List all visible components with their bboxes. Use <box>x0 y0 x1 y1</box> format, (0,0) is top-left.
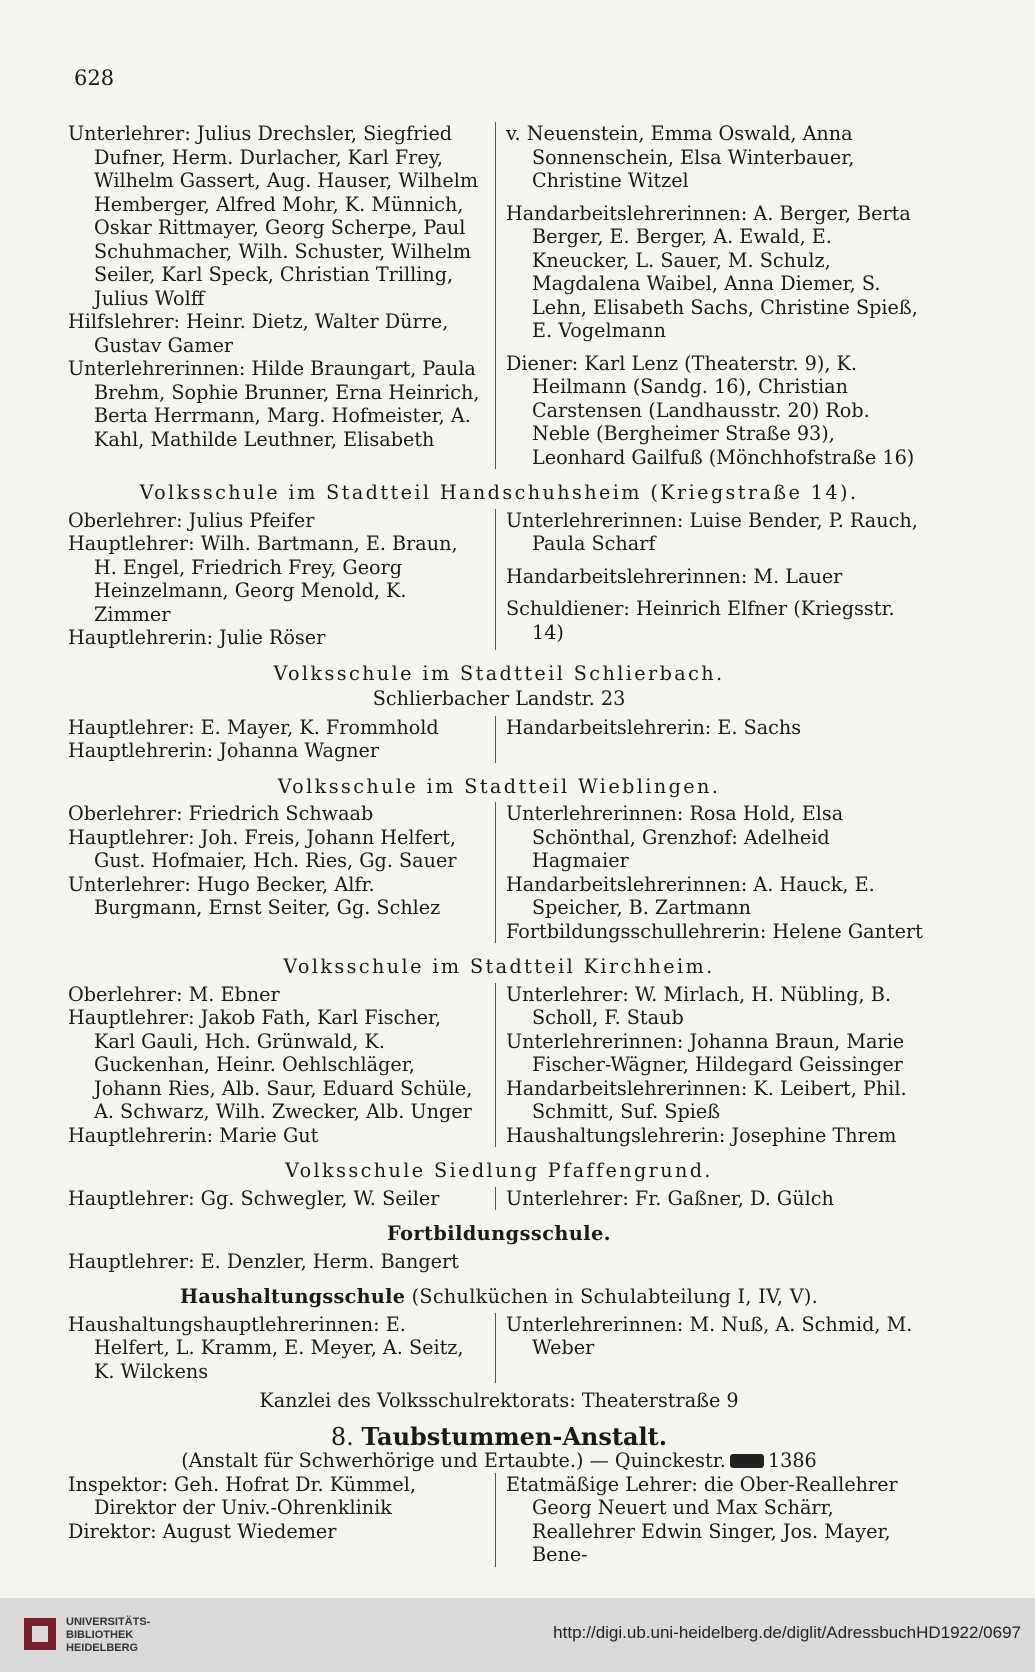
entry-hauptlehrer: Hauptlehrer: Wilh. Bartmann, E. Braun, H. Engel, Friedrich Frey, Georg Heinzelmann, Georg Menold, K. Zimmer <box>68 532 458 626</box>
entry-diener: Diener: Karl Lenz (Theaterstr. 9), K. Heilmann (Sandg. 16), Christian Carstensen (Landhausstr. 20) Rob. Neble (Bergheimer Straße 93), Leonhard Gailfuß (Mönchhofstraße 16) <box>506 351 915 469</box>
page-number: 628 <box>74 66 115 90</box>
heading-handschuhsheim: Volksschule im Stadtteil Handschuhsheim (Kriegstraße 14). <box>139 481 859 504</box>
source-url-link[interactable]: http://digi.ub.uni-heidelberg.de/diglit/AdressbuchHD1922/0697 <box>553 1623 1021 1642</box>
library-logo-icon <box>24 1618 56 1650</box>
kirchheim-right-column <box>496 983 930 1148</box>
entry-unterlehrer: Unterlehrer: W. Mirlach, H. Nübling, B. Scholl, F. Staub <box>506 982 891 1029</box>
entry-handarbeitslehrerinnen: Handarbeitslehrerinnen: A. Berger, Berta Berger, E. Berger, A. Ewald, E. Kneucker, L. Sauer, M. Schulz, Magdalena Waibel, Anna Diemer, S. Lehn, Elisabeth Sachs, Christine Spieß, E. Vogelmann <box>506 201 918 342</box>
handschuhsheim-left-column <box>68 509 496 650</box>
heading-taubstummen <box>68 1421 930 1451</box>
entry-hauptlehrer: Hauptlehrer: Joh. Freis, Johann Helfert, Gust. Hofmaier, Hch. Ries, Gg. Sauer <box>68 825 457 872</box>
page-content <box>68 122 930 1567</box>
entry-handarbeitslehrerin: Handarbeitslehrerin: E. Sachs <box>506 715 802 739</box>
heading-fortbildungsschule: Fortbildungsschule. <box>387 1222 611 1245</box>
taubstummen-subtitle <box>68 1449 930 1473</box>
heading-pfaffengrund: Volksschule Siedlung Pfaffengrund. <box>285 1159 713 1182</box>
wieblingen-right-column <box>496 802 930 943</box>
entry-handarbeitslehrerinnen: Handarbeitslehrerinnen: K. Leibert, Phil. Schmitt, Suf. Spieß <box>506 1076 907 1123</box>
pfaffengrund-right-column <box>496 1187 930 1211</box>
entry-hauptlehrerin: Hauptlehrerin: Johanna Wagner <box>68 739 380 762</box>
entry-haushaltungslehrerin: Haushaltungslehrerin: Josephine Threm <box>506 1123 897 1147</box>
block1-left-column <box>68 122 496 469</box>
kirchheim-columns <box>68 983 930 1148</box>
entry-hilfslehrer: Hilfslehrer: Heinr. Dietz, Walter Dürre, Gustav Gamer <box>68 310 449 357</box>
haushaltung-right-column <box>496 1313 930 1384</box>
block1-columns <box>68 122 930 469</box>
entry-unterlehrerinnen: Unterlehrerinnen: Hilde Braungart, Paula Brehm, Sophie Brunner, Erna Heinrich, Berta Herrmann, Marg. Hofmeister, A. Kahl, Mathilde Leuthner, Elisabeth <box>68 357 480 451</box>
section-number: 8. <box>330 1422 354 1451</box>
entry-haushaltungshauptlehrerinnen: Haushaltungshauptlehrerinnen: E. Helfert, L. Kramm, E. Meyer, A. Seitz, K. Wilckens <box>68 1312 464 1383</box>
library-name-line: UNIVERSITÄTS- <box>66 1616 151 1628</box>
entry-unterlehrerinnen-cont: v. Neuenstein, Emma Oswald, Anna Sonnenschein, Elsa Winterbauer, Christine Witzel <box>506 122 855 192</box>
entry-hauptlehrerin: Hauptlehrerin: Marie Gut <box>68 1123 319 1147</box>
entry-oberlehrer: Oberlehrer: Friedrich Schwaab <box>68 802 374 825</box>
phone-number: 1386 <box>767 1449 817 1472</box>
heading-schlierbach: Volksschule im Stadtteil Schlierbach. <box>273 661 725 685</box>
subtitle-text: (Anstalt für Schwerhörige und Ertaubte.) — Quinckestr. <box>181 1449 726 1472</box>
kanzlei-line: Kanzlei des Volksschulrektorats: Theaterstraße 9 <box>259 1389 739 1412</box>
entry-etatmaessige-lehrer: Etatmäßige Lehrer: die Ober-Reallehrer Georg Neuert und Max Schärr, Reallehrer Edwin Singer, Jos. Mayer, Bene- <box>506 1472 898 1566</box>
entry-unterlehrerinnen: Unterlehrerinnen: Johanna Braun, Marie Fischer-Wägner, Hildegard Geissinger <box>506 1029 905 1076</box>
taubstummen-left-column <box>68 1473 496 1567</box>
telephone-icon <box>730 1454 764 1468</box>
entry-unterlehrerinnen: Unterlehrerinnen: Rosa Hold, Elsa Schönthal, Grenzhof: Adelheid Hagmaier <box>506 802 844 872</box>
schlierbach-left-column <box>68 716 496 763</box>
wieblingen-columns <box>68 802 930 943</box>
entry-schuldiener: Schuldiener: Heinrich Elfner (Kriegsstr. 14) <box>506 597 895 644</box>
library-name-line: HEIDELBERG <box>66 1642 139 1654</box>
pfaffengrund-columns <box>68 1187 930 1211</box>
entry-hauptlehrer: Hauptlehrer: E. Mayer, K. Frommhold <box>68 715 439 739</box>
schlierbach-right-column <box>496 716 930 763</box>
heading-haushaltungsschule <box>68 1285 930 1309</box>
entry-fortbildung-hauptlehrer: Hauptlehrer: E. Denzler, Herm. Bangert <box>68 1249 459 1273</box>
pfaffengrund-left-column <box>68 1187 496 1211</box>
taubstummen-columns <box>68 1473 930 1567</box>
schlierbach-columns <box>68 716 930 763</box>
entry-oberlehrer: Oberlehrer: Julius Pfeifer <box>68 508 315 532</box>
handschuhsheim-right-column <box>496 509 930 650</box>
haushaltung-left-column <box>68 1313 496 1384</box>
entry-unterlehrer: Unterlehrer: Julius Drechsler, Siegfried Dufner, Herm. Durlacher, Karl Frey, Wilhelm Gassert, Aug. Hauser, Wilhelm Hemberger, Alfred Mohr, K. Münnich, Oskar Rittmayer, Georg Scherpe, Paul Schuhmacher, Wilh. Schuster, Wilhelm Seiler, Karl Speck, Christian Trilling, Julius Wolff <box>68 122 479 310</box>
wieblingen-left-column <box>68 802 496 943</box>
heading-haushaltungsschule-rest: (Schulküchen in Schulabteilung I, IV, V). <box>405 1285 819 1308</box>
footer-bar <box>0 1598 1035 1672</box>
library-name-line: BIBLIOTHEK <box>66 1629 134 1641</box>
library-name <box>66 1616 150 1655</box>
entry-direktor: Direktor: August Wiedemer <box>68 1519 337 1543</box>
haushaltung-columns <box>68 1313 930 1384</box>
entry-handarbeitslehrerinnen: Handarbeitslehrerinnen: A. Hauck, E. Speicher, B. Zartmann <box>506 872 875 919</box>
subheading-schlierbach: Schlierbacher Landstr. 23 <box>372 687 626 710</box>
block1-right-column <box>496 122 930 469</box>
entry-unterlehrer: Unterlehrer: Hugo Becker, Alfr. Burgmann, Ernst Seiter, Gg. Schlez <box>68 872 441 919</box>
heading-kirchheim: Volksschule im Stadtteil Kirchheim. <box>283 955 715 978</box>
taubstummen-right-column <box>496 1473 930 1567</box>
entry-handarbeitslehrerinnen: Handarbeitslehrerinnen: M. Lauer <box>506 564 843 588</box>
entry-hauptlehrerin: Hauptlehrerin: Julie Röser <box>68 626 326 649</box>
entry-hauptlehrer: Hauptlehrer: Jakob Fath, Karl Fischer, Karl Gauli, Hch. Grünwald, K. Guckenhan, Heinr. Oehlschläger, Johann Ries, Alb. Saur, Eduard Schüle, A. Schwarz, Wilh. Zwecker, Alb. Unger <box>68 1006 473 1123</box>
kirchheim-left-column <box>68 983 496 1148</box>
entry-fortbildungsschullehrerin: Fortbildungsschullehrerin: Helene Gantert <box>506 919 923 943</box>
entry-oberlehrer: Oberlehrer: M. Ebner <box>68 982 280 1006</box>
heading-haushaltungsschule-title: Haushaltungsschule <box>179 1285 406 1308</box>
handschuhsheim-columns <box>68 509 930 650</box>
heading-wieblingen: Volksschule im Stadtteil Wieblingen. <box>277 774 721 798</box>
entry-unterlehrerinnen: Unterlehrerinnen: M. Nuß, A. Schmid, M. Weber <box>506 1312 913 1359</box>
entry-unterlehrerinnen: Unterlehrerinnen: Luise Bender, P. Rauch, Paula Scharf <box>506 508 918 555</box>
entry-unterlehrer: Unterlehrer: Fr. Gaßner, D. Gülch <box>506 1186 834 1210</box>
entry-hauptlehrer: Hauptlehrer: Gg. Schwegler, W. Seiler <box>68 1186 440 1210</box>
entry-inspektor: Inspektor: Geh. Hofrat Dr. Kümmel, Direktor der Univ.-Ohrenklinik <box>68 1472 416 1519</box>
section-title: Taubstummen-Anstalt. <box>361 1421 668 1451</box>
